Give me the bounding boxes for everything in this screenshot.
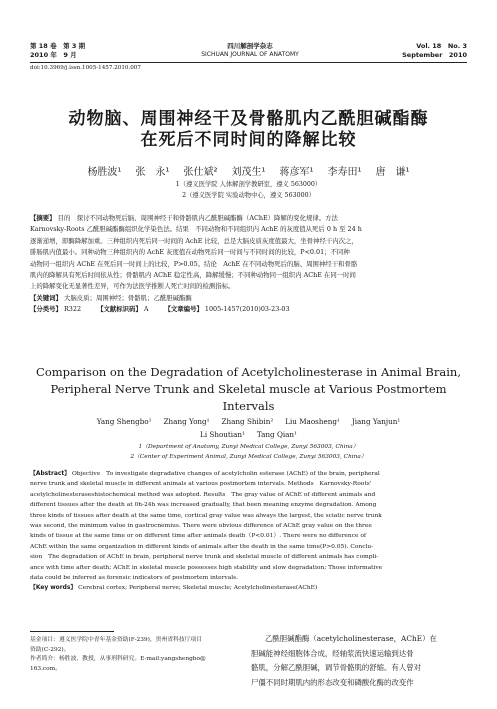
author-en: Liu Maosheng¹ (285, 417, 340, 426)
author-en: Zhang Yong¹ (163, 417, 210, 426)
author-cn: 刘茂生¹ (231, 167, 266, 178)
header-volume-cn: 第 18 卷 第 3 期 (30, 42, 86, 50)
abstract-en-line: data could be inferred as forensic indicators of postmortem intervals. (30, 575, 239, 582)
title-cn-line2: 在死后不同时间的降解比较 (140, 130, 357, 150)
title-en-line1: Comparison on the Degradation of Acetylcholinesterase in Animal Brain, (36, 365, 461, 379)
affiliation-cn-1: 1（遵义医学院 人体解剖学教研室，遵义 563000） (175, 181, 322, 188)
footnote-line: 资助(C-292)。 (30, 646, 70, 653)
author-cn: 张仕斌² (183, 167, 218, 178)
title-en-line2: Peripheral Nerve Trunk and Skeletal muscle at Various Postmortem Intervals (50, 382, 447, 413)
abstract-en-line: acetylcholinesteraseshistochemical method was adopted. Results The gray value of AChE of different animals and (30, 491, 376, 498)
author-en: Jiang Yanjun¹ (351, 417, 401, 426)
body-text-right (251, 632, 467, 690)
abstract-cn (30, 213, 467, 316)
author-cn: 杨胜波¹ (87, 167, 122, 178)
abstract-en-line: kinds of tissue at the same time or on different time after animals death（P<0.01）. There were no difference of (30, 533, 367, 540)
header-journal-en: SICHUAN JOURNAL OF ANATOMY (201, 51, 299, 58)
header-journal-cn: 四川解剖学杂志 (227, 42, 273, 50)
header-date-en: September 2010 (402, 51, 467, 59)
author-cn: 唐 谦¹ (375, 167, 410, 178)
abstract-en-line: ance with time after death; AChE in skeletal muscle possesses high stability and slow degradation; Those informative (30, 564, 383, 571)
affiliation-en-1: 1（Department of Anatomy, Zunyi Medical College, Zunyi 563003, China） (138, 444, 359, 450)
classification-cn: 【分类号】 R322 【文献标识码】 A 【文章编号】 1005-1457(2010)03-23-03 (30, 305, 290, 314)
footnote-line: 163.com。 (30, 665, 61, 672)
abstract-cn-line: 上的降解变化无显著性差异，可作为法医学推断人死亡时间的检测指标。 (30, 282, 235, 291)
abstract-en-line: nerve trunk and skeletal muscle in different animals at various postmortem intervals. Methods Karnovsky-Roots' (30, 481, 372, 488)
footnote-line: 作者简介：杨胜波，教授，从事刑科研究。E-mail:yangshengbo@ (30, 656, 206, 662)
footnote-line: 基金项目：遵义医学院中青年基金资助(F-239)，贵州省科技厅项目 (30, 637, 203, 643)
authors-en-line2 (30, 430, 467, 439)
author-cn: 蒋彦军¹ (279, 167, 314, 178)
header-rule (30, 62, 467, 63)
author-cn: 张 永¹ (135, 167, 170, 178)
footnote (30, 636, 245, 674)
author-en: Yang Shengbo¹ (96, 417, 152, 426)
abstract-cn-line: 逐渐递增，即酶降解加重。三种组织内死后同一时间的 AchE 比较，总是大脑皮质灰度值最大，坐骨神经干内次之， (30, 236, 358, 245)
keywords-cn-label: 【关键词】 (30, 293, 62, 302)
keywords-en-label: 【Key words】 (30, 585, 77, 592)
abstract-en-line: was second, the minimum value in gastrocnemius. There were obvious difference of AChE gray value on the three (30, 523, 372, 530)
doi: doi:10.3969/j.issn.1005-1457.2010.007 (30, 65, 141, 71)
body-line: 骼肌，分解乙酰胆碱，调节骨骼肌的舒缩。有人曾对 (251, 663, 421, 672)
authors-cn (30, 163, 467, 178)
abstract-cn-line: 【摘要】 目的 探讨不同动物死后脑、周围神经干和骨骼肌内乙酰胆碱酯酶（AChE）降解的变化规律。方法 (30, 214, 338, 222)
abstract-cn-line: 腓肠肌内值最小。同种动物三种组织内的 AchE 灰度值在动物死后同一时间与不同时间的比较，P<0.01；不同种 (30, 248, 350, 257)
abstract-cn-label: 【摘要】 (30, 214, 56, 222)
abstract-en-line: different tissues after the death at 0h-24h was increased gradually, that been meaning enzyme degradation. Among (30, 502, 377, 509)
header-date-cn: 2010 年 9 月 (30, 51, 77, 59)
abstract-en-line: AChE within the same organization in different kinds of animals after the death in the same time(P>0.05). Conclu- (30, 543, 374, 550)
abstract-cn-line: 动物同一组织内 AChE 在死后同一时间上的比较，P>0.05。结论 AchE 在不同动物死后的脑、周围神经干和骨骼 (30, 259, 358, 268)
body-line: 尸僵不同时期肌内的形态改变和磷酸化酶的改变作 (251, 677, 414, 687)
keywords-cn: 【关键词】 大脑皮质；周围神经；骨骼肌；乙酰胆碱酯酶 (30, 293, 192, 302)
author-en: Zhang Shibin² (221, 417, 274, 426)
keywords-en: 【Key words】 Cerebral cortex; Peripheral nerve; Skeletal muscle; Acetylcholinesterase(AChE) (30, 585, 318, 592)
footnote-rule (30, 631, 114, 632)
author-en: Tang Qian¹ (256, 430, 297, 439)
body-line: 乙酰胆碱酯酶（acetylcholinesterase，AChE）在 (265, 634, 437, 643)
header-volume-en: Vol. 18 No. 3 (416, 42, 467, 50)
title-cn-line1: 动物脑、周围神经干及骨骼肌内乙酰胆碱酯酶 (68, 109, 429, 129)
abstract-en-line: three kinds of tissues after death at the same time, cortical gray value was always the largest, the sciatic nerve trunk (30, 512, 382, 519)
abstract-cn-line: 肌内的降解具有死后时间依从性；骨骼肌内 AChE 稳定性高，降解缓慢；不同种动物同一组织内 AChE 在同一时间 (30, 271, 356, 280)
author-cn: 李寿田¹ (327, 167, 362, 178)
abstract-en-line: sion The degradation of AChE in brain, peripheral nerve trunk and skeletal muscle of different animals has compli- (30, 554, 379, 561)
affiliation-en-2: 2（Center of Experiment Animal, Zunyi Medical College, Zunyi 563003, China） (130, 454, 367, 460)
abstract-en-label: 【Abstract】 (30, 471, 71, 477)
authors-en-line1 (30, 417, 467, 426)
abstract-en-line: 【Abstract】 Objective To investigate degradative changes of acetylcholin esterase (AChE) of the brain, peripheral (30, 471, 380, 477)
author-en: Li Shoutian¹ (200, 430, 245, 439)
abstract-en (30, 469, 467, 594)
abstract-cn-line: Karnovsky-Roots 乙酰胆碱酯酶组织化学染色法。结果 不同动物和不同组织内 AchE 的灰度值从死后 0 h 至 24 h (30, 225, 362, 234)
affiliation-cn-2: 2（遵义医学院 实验动物中心，遵义 563000） (182, 192, 315, 199)
body-line: 胆碱能神经细胞体合成，经轴浆流快速运输到达骨 (251, 648, 414, 658)
